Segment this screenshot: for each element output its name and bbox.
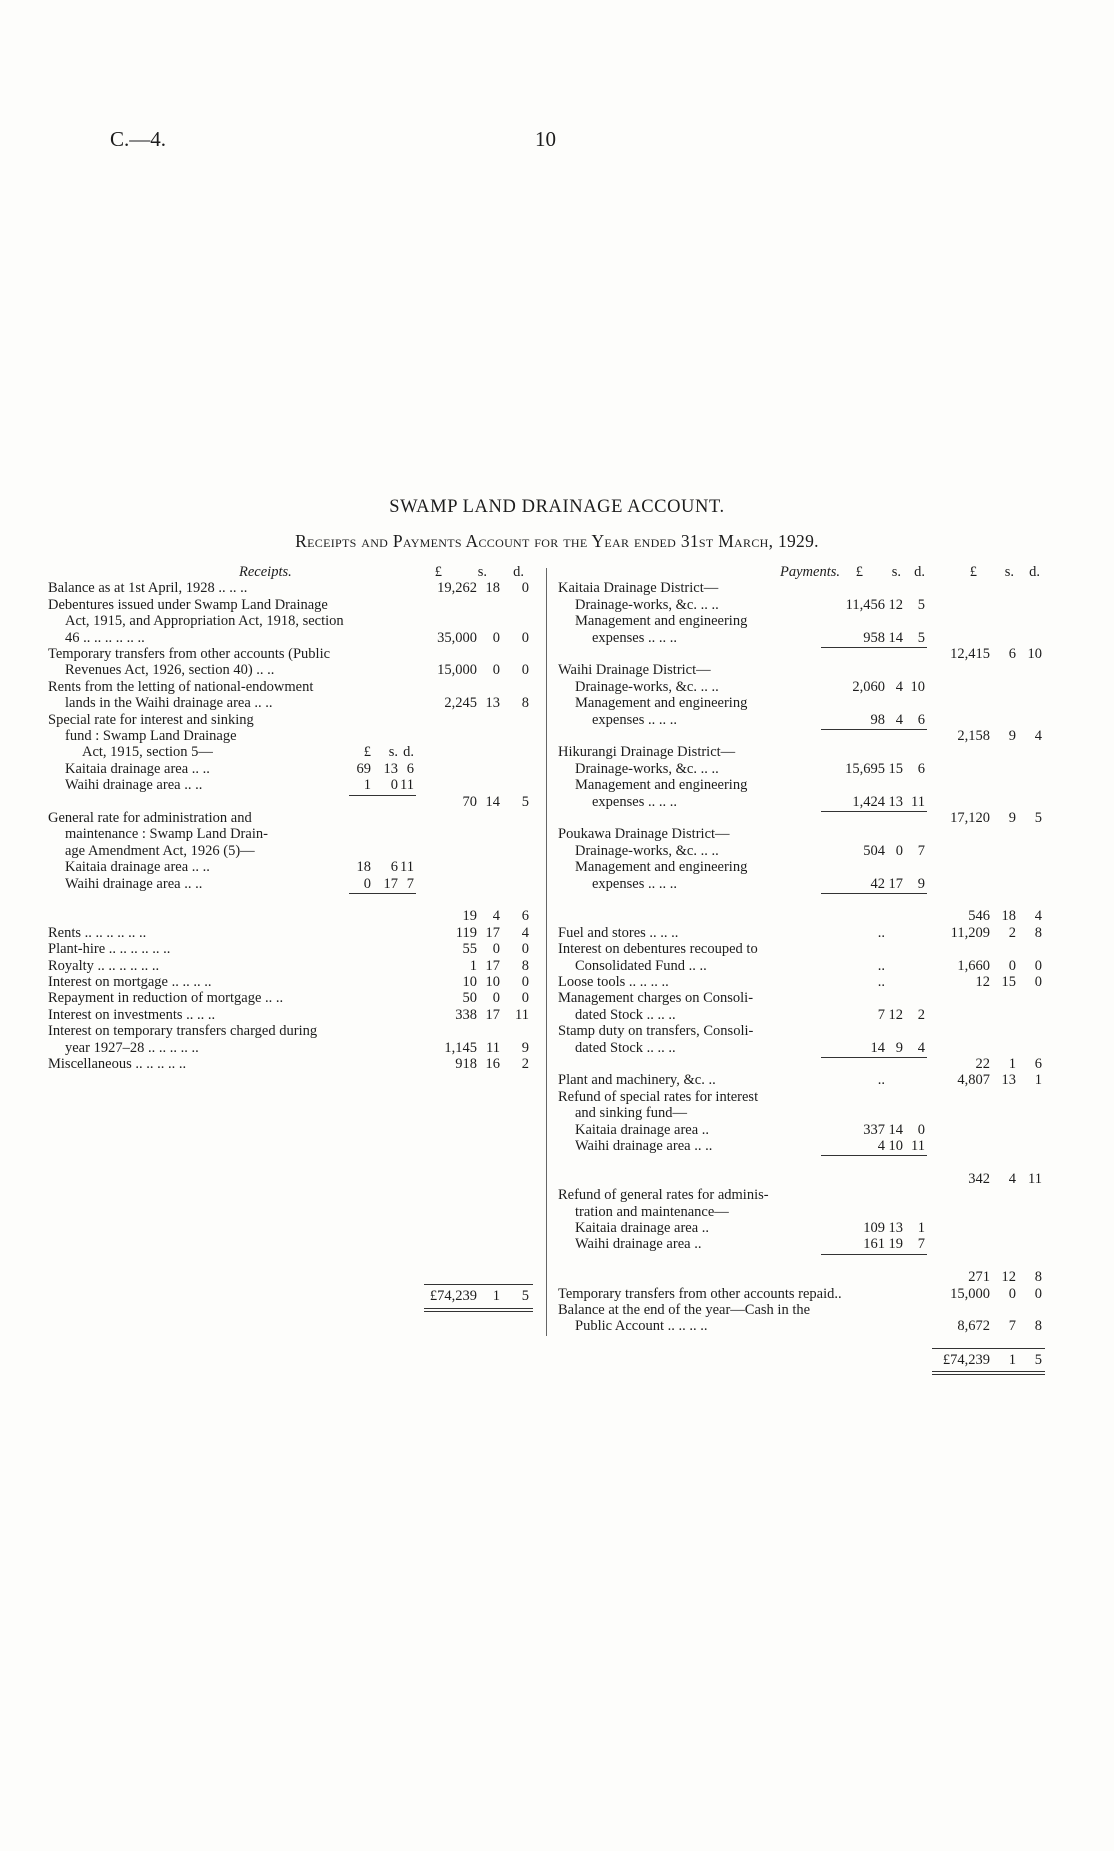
payments-line [0, 843, 1114, 860]
amount-shillings: 6 [1008, 646, 1016, 662]
amount-pounds: 2,158 [957, 728, 990, 744]
amount-shillings: 17 [485, 924, 500, 941]
payments-line [0, 1253, 1114, 1270]
payments-line [0, 908, 1114, 925]
amount-pence: 8 [521, 695, 529, 712]
line-text: dated Stock .. .. .. [575, 1006, 676, 1023]
payments-line [0, 1302, 1114, 1319]
line-text: Management and engineering [575, 859, 748, 876]
line-text: Waihi Drainage District— [558, 662, 711, 679]
amount-shillings: 13 [485, 695, 500, 712]
inner-pounds: 14 [870, 1039, 885, 1056]
inner-pounds: £ [363, 744, 371, 761]
line-text: Act, 1915, and Appropriation Act, 1918, section [65, 613, 344, 630]
total-shillings: 1 [492, 1288, 500, 1305]
payments-line [0, 859, 1114, 876]
line-text: Management and engineering [575, 695, 748, 712]
payments-line [0, 1040, 1114, 1057]
payments-line [0, 597, 1114, 614]
line-text: Waihi drainage area .. [575, 1236, 702, 1253]
line-text: General rate for administration and [48, 810, 252, 826]
payments-line [0, 646, 1114, 663]
line-text: Plant and machinery, &c. .. [558, 1072, 716, 1089]
pound-col-header: £ [969, 564, 977, 580]
inner-pounds: 98 [870, 711, 885, 728]
payments-line [0, 1138, 1114, 1155]
payments-line [0, 1171, 1114, 1188]
pound-col-header: £ [434, 564, 442, 580]
payments-line [0, 1089, 1114, 1106]
pence-col-header: d. [513, 564, 524, 580]
amount-pence: 9 [521, 1039, 529, 1056]
amount-shillings: 11 [486, 1039, 500, 1056]
amount-pounds: 15,000 [950, 1285, 990, 1302]
line-text: Balance as at 1st April, 1928 .. .. .. [48, 580, 248, 597]
payments-line [0, 1236, 1114, 1253]
inner-pence: 6 [406, 760, 414, 777]
line-text: Public Account .. .. .. .. [575, 1318, 708, 1335]
total-rule-bottom [932, 1374, 1045, 1375]
amount-pence: 8 [1034, 1269, 1042, 1286]
inner-pounds: 504 [863, 842, 885, 859]
line-text: Stamp duty on transfers, Consoli- [558, 1023, 754, 1040]
amount-shillings: 16 [485, 1056, 500, 1072]
payments-heading: Payments. [780, 564, 840, 580]
payments-line [0, 1269, 1114, 1286]
inner-shillings: 0 [895, 842, 903, 859]
amount-pounds: 11,209 [950, 924, 990, 941]
amount-pence: 2 [521, 1056, 529, 1072]
inner-shillings: 0 [390, 777, 398, 794]
amount-shillings: 15 [1001, 974, 1016, 990]
inner-pence: 4 [917, 1039, 925, 1056]
inner-shillings: 13 [888, 793, 903, 810]
payments-line [0, 695, 1114, 712]
inner-shillings: 17 [383, 875, 398, 892]
inner-shillings: s. [388, 744, 398, 761]
payments-line [0, 777, 1114, 794]
amount-pounds: 19,262 [437, 580, 477, 597]
amount-pence: 5 [521, 793, 529, 810]
payments-line [0, 1187, 1114, 1204]
amount-pence: 8 [1034, 1318, 1042, 1335]
pound-col-header: £ [855, 564, 863, 580]
payments-line [0, 728, 1114, 745]
amount-pence: 4 [1034, 728, 1042, 744]
line-text: Kaitaia drainage area .. .. [65, 760, 210, 777]
payments-line [0, 1122, 1114, 1139]
line-text: Management and engineering [575, 777, 748, 794]
inner-pounds: 2,060 [852, 678, 885, 695]
inner-pence: 9 [917, 875, 925, 892]
payments-line [0, 1056, 1114, 1073]
line-text: Drainage-works, &c. .. .. [575, 842, 719, 859]
payments-line [0, 1023, 1114, 1040]
amount-pence: 0 [521, 990, 529, 1007]
inner-pence: 11 [911, 1138, 925, 1154]
line-text: Drainage-works, &c. .. .. [575, 760, 719, 777]
inner-pence: 5 [917, 596, 925, 613]
amount-pounds: 17,120 [950, 810, 990, 826]
pence-col-header: d. [914, 564, 925, 580]
line-text: Act, 1915, section 5— [82, 744, 213, 761]
payments-line [0, 1072, 1114, 1089]
line-text: Temporary transfers from other accounts repaid.. [558, 1285, 842, 1302]
amount-pence: 5 [1034, 810, 1042, 826]
amount-pence: 10 [1027, 646, 1042, 662]
total-pence: 5 [521, 1288, 529, 1305]
payments-line [0, 958, 1114, 975]
inner-pence: 11 [400, 859, 414, 876]
receipts-heading: Receipts. [239, 564, 292, 580]
amount-pounds: 4,807 [957, 1072, 990, 1089]
document-code: C.—4. [110, 127, 167, 151]
line-text: Repayment in reduction of mortgage .. .. [48, 990, 284, 1007]
line-text: Rents .. .. .. .. .. .. [48, 924, 147, 941]
inner-pence: 5 [917, 629, 925, 646]
payments-line [0, 761, 1114, 778]
line-text: Plant-hire .. .. .. .. .. .. [48, 941, 171, 958]
shilling-col-header: s. [477, 564, 487, 580]
inner-shillings: 12 [888, 596, 903, 613]
amount-pence: 0 [521, 662, 529, 679]
payments-line [0, 679, 1114, 696]
inner-shillings: 9 [895, 1039, 903, 1056]
line-text: Waihi drainage area .. .. [575, 1138, 713, 1154]
amount-pence: 6 [521, 908, 529, 925]
inner-pounds: 42 [870, 875, 885, 892]
amount-pounds: 1,145 [444, 1039, 477, 1056]
account-subtitle: Receipts and Payments Account for the Year ended 31st March, 1929. [295, 531, 819, 551]
amount-pounds: 119 [455, 924, 477, 941]
amount-shillings: 2 [1008, 924, 1016, 941]
line-text: Waihi drainage area .. .. [65, 875, 203, 892]
line-text: Interest on mortgage .. .. .. .. [48, 974, 212, 990]
payments-line [0, 826, 1114, 843]
amount-pounds: 12,415 [950, 646, 990, 662]
amount-pounds: 10 [462, 974, 477, 990]
inner-pounds: 15,695 [845, 760, 885, 777]
line-text: Interest on debentures recouped to [558, 941, 758, 958]
inner-pence: 6 [917, 760, 925, 777]
total-shillings: 1 [1008, 1351, 1016, 1368]
shilling-col-header: s. [891, 564, 901, 580]
account-title: SWAMP LAND DRAINAGE ACCOUNT. [389, 497, 725, 517]
payments-line [0, 794, 1114, 811]
payments-line [0, 630, 1114, 647]
payments-line [0, 613, 1114, 630]
amount-pounds: 2,245 [444, 695, 477, 712]
amount-pounds: 1 [469, 957, 477, 974]
shilling-col-header: s. [1004, 564, 1014, 580]
amount-pence: 6 [1034, 1056, 1042, 1072]
payments-line [0, 1007, 1114, 1024]
amount-pounds: 35,000 [437, 629, 477, 646]
line-text: Fuel and stores .. .. .. [558, 924, 679, 941]
line-text: Rents from the letting of national-endowment [48, 678, 314, 695]
payments-line [0, 662, 1114, 679]
line-text: Debentures issued under Swamp Land Drainage [48, 596, 328, 613]
amount-shillings: 0 [492, 629, 500, 646]
total-rule-top [932, 1348, 1045, 1349]
line-text: age Amendment Act, 1926 (5)— [65, 842, 255, 859]
inner-pence: 2 [917, 1006, 925, 1023]
line-text: Loose tools .. .. .. .. [558, 974, 669, 990]
line-text: Refund of special rates for interest [558, 1088, 759, 1105]
line-text: dated Stock .. .. .. [575, 1039, 676, 1056]
line-text: Refund of general rates for adminis- [558, 1187, 769, 1204]
line-text: Waihi drainage area .. .. [65, 777, 203, 794]
amount-pence: 0 [1034, 974, 1042, 990]
line-text: Kaitaia drainage area .. .. [65, 859, 210, 876]
inner-pounds: .. [877, 957, 885, 974]
column-divider [546, 568, 547, 1336]
amount-pence: 0 [1034, 957, 1042, 974]
inner-pounds: .. [877, 924, 885, 941]
amount-shillings: 17 [485, 957, 500, 974]
inner-shillings: 17 [888, 875, 903, 892]
inner-pounds: .. [877, 1072, 885, 1089]
line-text: 46 .. .. .. .. .. .. [65, 629, 145, 646]
amount-pounds: 271 [968, 1269, 990, 1286]
line-text: lands in the Waihi drainage area .. .. [65, 695, 273, 712]
amount-pence: 1 [1034, 1072, 1042, 1089]
inner-pence: 11 [400, 777, 414, 794]
inner-shillings: 14 [888, 1121, 903, 1138]
amount-shillings: 13 [1001, 1072, 1016, 1089]
line-text: expenses .. .. .. [592, 629, 677, 646]
line-text: expenses .. .. .. [592, 793, 677, 810]
amount-shillings: 4 [492, 908, 500, 925]
amount-pounds: 918 [455, 1056, 477, 1072]
total-pence: 5 [1034, 1351, 1042, 1368]
line-text: Special rate for interest and sinking [48, 711, 254, 728]
line-text: expenses .. .. .. [592, 875, 677, 892]
amount-pence: 11 [515, 1006, 529, 1023]
amount-pence: 0 [1034, 1285, 1042, 1302]
line-text: Miscellaneous .. .. .. .. .. [48, 1056, 187, 1072]
amount-pence: 8 [521, 957, 529, 974]
inner-shillings: 15 [888, 760, 903, 777]
inner-pence: 10 [910, 678, 925, 695]
line-text: tration and maintenance— [575, 1203, 729, 1220]
amount-pounds: 22 [975, 1056, 990, 1072]
payments-line [0, 974, 1114, 991]
line-text: Kaitaia Drainage District— [558, 580, 719, 597]
inner-shillings: 4 [895, 678, 903, 695]
inner-shillings: 12 [888, 1006, 903, 1023]
inner-pounds: 958 [863, 629, 885, 646]
amount-pounds: 50 [462, 990, 477, 1007]
inner-shillings: 13 [383, 760, 398, 777]
line-text: Management charges on Consoli- [558, 990, 754, 1007]
line-text: Balance at the end of the year—Cash in the [558, 1302, 811, 1318]
payments-line [0, 925, 1114, 942]
amount-pence: 11 [1028, 1170, 1042, 1187]
inner-pounds: 1,424 [852, 793, 885, 810]
amount-shillings: 0 [1008, 957, 1016, 974]
payments-heading-row [0, 564, 1114, 581]
inner-pence: 7 [406, 875, 414, 892]
line-text: and sinking fund— [575, 1105, 687, 1122]
payments-line [0, 1204, 1114, 1221]
inner-shillings: 19 [888, 1236, 903, 1253]
line-text: Drainage-works, &c. .. .. [575, 596, 719, 613]
amount-pounds: 546 [968, 908, 990, 925]
payments-line [0, 1105, 1114, 1122]
pence-col-header: d. [1029, 564, 1040, 580]
inner-shillings: 13 [888, 1220, 903, 1236]
amount-pounds: 342 [968, 1170, 990, 1187]
payments-line [0, 892, 1114, 909]
amount-pounds: 15,000 [437, 662, 477, 679]
inner-pounds: 7 [877, 1006, 885, 1023]
amount-shillings: 10 [485, 974, 500, 990]
amount-pence: 0 [521, 974, 529, 990]
amount-shillings: 0 [1008, 1285, 1016, 1302]
amount-shillings: 18 [485, 580, 500, 597]
amount-shillings: 17 [485, 1006, 500, 1023]
line-text: Kaitaia drainage area .. [575, 1220, 710, 1236]
amount-shillings: 9 [1008, 810, 1016, 826]
line-text: Royalty .. .. .. .. .. .. [48, 957, 160, 974]
amount-pounds: 12 [975, 974, 990, 990]
line-text: Revenues Act, 1926, section 40) .. .. [65, 662, 275, 679]
amount-pounds: 8,672 [957, 1318, 990, 1335]
amount-pence: 4 [1034, 908, 1042, 925]
payments-line [0, 876, 1114, 893]
inner-shillings: 6 [390, 859, 398, 876]
amount-pounds: 1,660 [957, 957, 990, 974]
payments-line [0, 1220, 1114, 1237]
amount-pence: 4 [521, 924, 529, 941]
amount-shillings: 0 [492, 941, 500, 958]
page-number: 10 [535, 127, 556, 151]
payments-line [0, 810, 1114, 827]
amount-shillings: 1 [1008, 1056, 1016, 1072]
inner-pounds: 4 [877, 1138, 885, 1154]
amount-shillings: 14 [485, 793, 500, 810]
line-text: Hikurangi Drainage District— [558, 744, 736, 761]
inner-pounds: 109 [863, 1220, 885, 1236]
line-text: Consolidated Fund .. .. [575, 957, 707, 974]
amount-pounds: 70 [462, 793, 477, 810]
payments-total-row [0, 1352, 1114, 1369]
inner-shillings: 14 [888, 629, 903, 646]
amount-pounds: 55 [462, 941, 477, 958]
payments-line [0, 712, 1114, 729]
line-text: Management and engineering [575, 613, 748, 630]
amount-shillings: 12 [1001, 1269, 1016, 1286]
inner-pounds: 1 [363, 777, 371, 794]
payments-line [0, 1286, 1114, 1303]
amount-pounds: 338 [455, 1006, 477, 1023]
line-text: Poukawa Drainage District— [558, 826, 730, 843]
payments-line [0, 1318, 1114, 1335]
amount-pence: 0 [521, 580, 529, 597]
payments-line [0, 1154, 1114, 1171]
amount-shillings: 18 [1001, 908, 1016, 925]
payments-line [0, 744, 1114, 761]
inner-pounds: 337 [863, 1121, 885, 1138]
amount-shillings: 7 [1008, 1318, 1016, 1335]
inner-pence: 6 [917, 711, 925, 728]
inner-pounds: 69 [356, 760, 371, 777]
line-text: fund : Swamp Land Drainage [65, 728, 237, 744]
line-text: Interest on temporary transfers charged during [48, 1023, 318, 1040]
inner-pence: 1 [917, 1220, 925, 1236]
total-pounds: £74,239 [942, 1351, 990, 1368]
inner-pounds: 18 [356, 859, 371, 876]
amount-pence: 0 [521, 941, 529, 958]
amount-pence: 8 [1034, 924, 1042, 941]
inner-shillings: 4 [895, 711, 903, 728]
inner-pounds: 11,456 [845, 596, 885, 613]
amount-shillings: 0 [492, 990, 500, 1007]
inner-shillings: 10 [888, 1138, 903, 1154]
line-text: Drainage-works, &c. .. .. [575, 678, 719, 695]
payments-line [0, 941, 1114, 958]
inner-pence: 7 [917, 842, 925, 859]
inner-pence: 7 [917, 1236, 925, 1253]
line-text: Temporary transfers from other accounts (Public [48, 646, 331, 662]
total-rule-bottom [932, 1371, 1045, 1372]
line-text: Interest on investments .. .. .. [48, 1006, 216, 1023]
line-text: Kaitaia drainage area .. [575, 1121, 710, 1138]
amount-pounds: 19 [462, 908, 477, 925]
payments-line [0, 580, 1114, 597]
amount-pence: 0 [521, 629, 529, 646]
total-pounds: £74,239 [429, 1288, 477, 1305]
inner-pence: d. [403, 744, 414, 761]
inner-pence: 0 [917, 1121, 925, 1138]
inner-pounds: 161 [863, 1236, 885, 1253]
inner-pounds: .. [877, 974, 885, 990]
amount-shillings: 9 [1008, 728, 1016, 744]
line-text: expenses .. .. .. [592, 711, 677, 728]
payments-line [0, 990, 1114, 1007]
line-text: maintenance : Swamp Land Drain- [65, 826, 268, 843]
line-text: year 1927–28 .. .. .. .. .. [65, 1039, 199, 1056]
inner-pounds: 0 [363, 875, 371, 892]
inner-pence: 11 [911, 793, 925, 810]
amount-shillings: 0 [492, 662, 500, 679]
amount-shillings: 4 [1008, 1170, 1016, 1187]
